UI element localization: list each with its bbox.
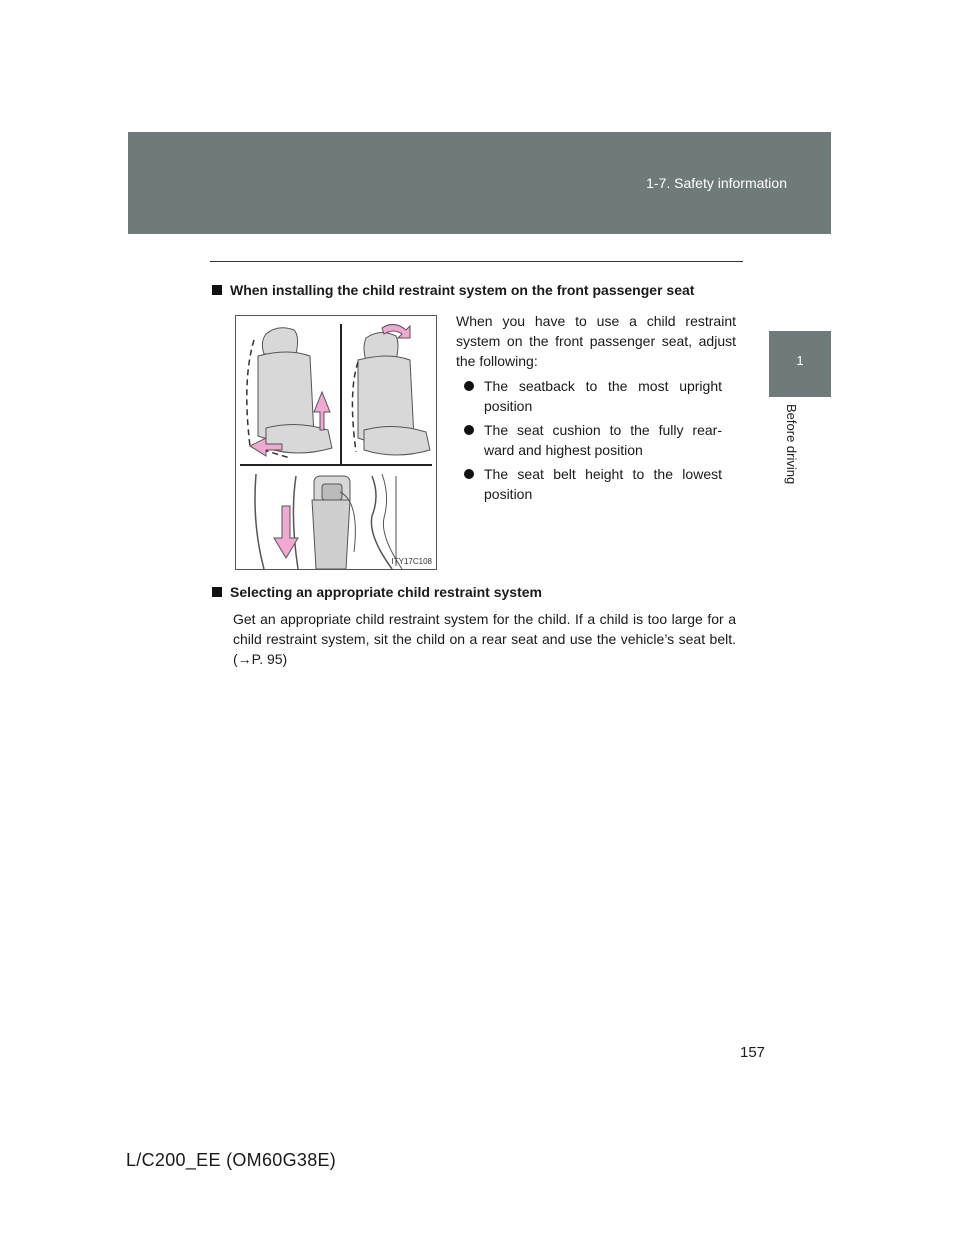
list-item-text: The seat belt height to the lowest position (484, 466, 722, 502)
header-rule (210, 261, 743, 262)
list-item (462, 464, 722, 504)
chapter-label-text: Before driving (784, 404, 799, 485)
adjustment-list (462, 376, 722, 508)
intro-paragraph: When you have to use a child restraint system on the front passenger seat, adjust the following: (456, 313, 736, 369)
list-item-text: The seatback to the most upright position (484, 378, 722, 414)
chapter-tab (769, 331, 831, 397)
chapter-label (780, 404, 800, 504)
footer-code: L/C200_EE (OM60G38E) (126, 1150, 337, 1170)
header-band (128, 132, 831, 234)
list-item-text: The seat cushion to the fully rear-ward and highest position (484, 422, 722, 458)
select-paragraph: Get an appropriate child restraint system for the child. If a child is too large for a child restraint system, sit the child on a rear seat and use the vehicle’s seat belt. (→P. 95) (233, 611, 736, 667)
square-bullet-icon (212, 285, 222, 295)
section-heading-install (212, 282, 694, 298)
section-title: 1-7. Safety information (646, 175, 787, 191)
heading-install-text: When installing the child restraint system on the front passenger seat (230, 282, 695, 298)
chapter-number: 1 (796, 353, 804, 368)
seat-illustration (236, 316, 436, 569)
list-item (462, 420, 722, 460)
list-item (462, 376, 722, 416)
bullet-icon (464, 469, 474, 479)
square-bullet-icon (212, 587, 222, 597)
page-number: 157 (740, 1044, 766, 1061)
bullet-icon (464, 381, 474, 391)
section-heading-select (212, 584, 542, 600)
heading-select-text: Selecting an appropriate child restraint system (230, 584, 542, 600)
seat-adjustment-figure (235, 315, 437, 570)
bullet-icon (464, 425, 474, 435)
figure-code: ITY17C108 (391, 557, 432, 566)
